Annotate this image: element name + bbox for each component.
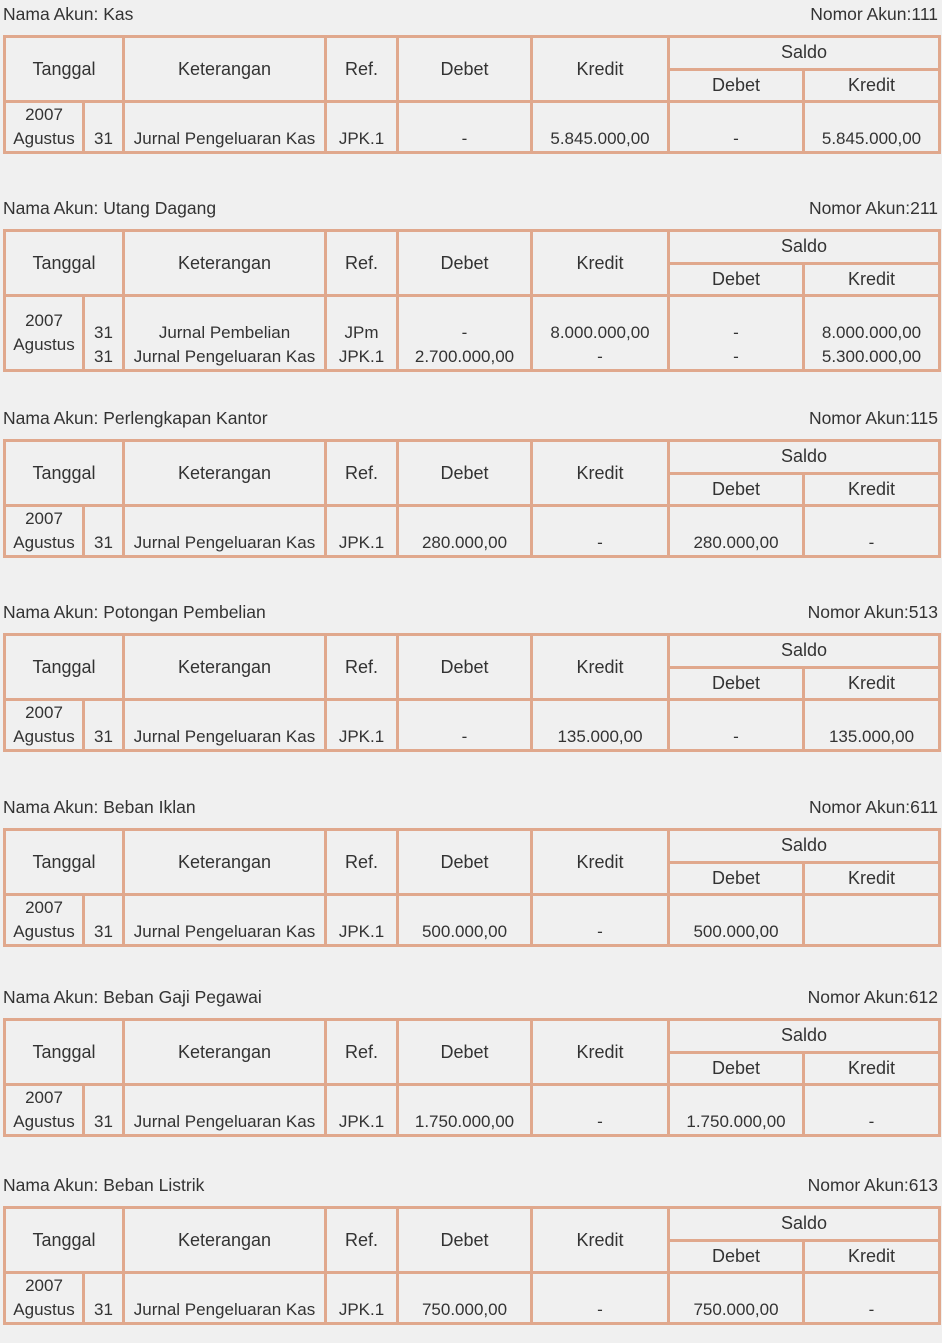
header-saldo-kredit: Kredit	[804, 862, 940, 895]
day-column	[84, 506, 124, 557]
saldo-kredit-column	[804, 895, 940, 946]
account-name: Nama Akun: Beban Gaji Pegawai	[3, 987, 262, 1007]
debet-column	[398, 895, 532, 946]
cell-saldo-debet: -	[733, 727, 739, 746]
header-debet: Debet	[398, 635, 532, 700]
cell-debet: 280.000,00	[421, 533, 508, 552]
cell-saldo-kredit: 135.000,00	[828, 727, 915, 746]
kredit-column	[532, 102, 669, 153]
cell-saldo-kredit: -	[868, 533, 875, 552]
keterangan-column	[124, 700, 326, 751]
ledger-table	[3, 35, 941, 154]
cell-kredit: 135.000,00	[557, 727, 643, 746]
header-debet: Debet	[398, 37, 532, 102]
cell-debet: 1.750.000,00	[414, 1112, 515, 1131]
account-number: Nomor Akun:613	[807, 1175, 938, 1195]
header-saldo-debet: Debet	[669, 263, 804, 296]
header-saldo-debet: Debet	[669, 473, 804, 506]
cell-debet: -	[461, 727, 468, 746]
day-column	[84, 895, 124, 946]
keterangan-column	[124, 895, 326, 946]
header-debet: Debet	[398, 441, 532, 506]
header-kredit: Kredit	[532, 1020, 669, 1085]
account-header	[3, 598, 938, 626]
date-year-month	[5, 296, 84, 371]
date-year-month	[5, 1273, 84, 1324]
cell-kredit: -	[597, 1112, 603, 1131]
cell-keterangan: Jurnal Pengeluaran Kas	[133, 347, 316, 366]
header-kredit: Kredit	[532, 231, 669, 296]
header-saldo: Saldo	[669, 231, 940, 264]
account-name: Nama Akun: Perlengkapan Kantor	[3, 408, 268, 428]
header-debet: Debet	[398, 1208, 532, 1273]
day-column	[84, 1085, 124, 1136]
account-number: Nomor Akun:611	[808, 797, 938, 817]
date-year-month	[5, 700, 84, 751]
header-saldo-debet: Debet	[669, 667, 804, 700]
cell-saldo-kredit: -	[868, 1300, 875, 1319]
header-saldo: Saldo	[669, 1020, 940, 1053]
account-name: Nama Akun: Utang Dagang	[3, 198, 217, 218]
cell-ref: JPK.1	[338, 129, 385, 148]
day-column	[84, 700, 124, 751]
account-number: Nomor Akun:115	[808, 408, 938, 428]
debet-column	[398, 506, 532, 557]
saldo-debet-column	[669, 102, 804, 153]
saldo-kredit-column	[804, 102, 940, 153]
header-saldo-debet: Debet	[669, 1052, 804, 1085]
date-year-month	[5, 506, 84, 557]
debet-column	[398, 102, 532, 153]
header-kredit: Kredit	[532, 830, 669, 895]
cell-saldo-debet: -	[733, 323, 739, 342]
account-header	[3, 404, 938, 432]
year: 2007	[25, 311, 63, 330]
cell-saldo-debet: -	[733, 129, 739, 148]
kredit-column	[532, 700, 669, 751]
ledger-table	[3, 229, 941, 372]
account-header	[3, 1171, 938, 1199]
header-keterangan: Keterangan	[124, 830, 326, 895]
ref-column	[326, 700, 398, 751]
cell-day: 31	[94, 922, 113, 941]
cell-keterangan: Jurnal Pengeluaran Kas	[133, 922, 316, 941]
cell-day: 31	[94, 1300, 113, 1319]
header-saldo: Saldo	[669, 830, 940, 863]
table-row	[5, 506, 940, 557]
debet-column	[398, 1273, 532, 1324]
account-header	[3, 0, 938, 28]
header-tanggal: Tanggal	[5, 441, 124, 506]
ref-column	[326, 506, 398, 557]
account-name: Nama Akun: Kas	[3, 4, 134, 24]
cell-kredit: -	[597, 347, 603, 366]
cell-saldo-kredit	[805, 920, 938, 944]
kredit-column	[532, 296, 669, 371]
table-row	[5, 700, 940, 751]
header-debet: Debet	[398, 830, 532, 895]
debet-column	[398, 1085, 532, 1136]
keterangan-column	[124, 1085, 326, 1136]
header-saldo-kredit: Kredit	[804, 473, 940, 506]
header-saldo: Saldo	[669, 441, 940, 474]
cell-kredit: 5.845.000,00	[550, 129, 650, 148]
account-number: Nomor Akun:612	[807, 987, 938, 1007]
cell-saldo-kredit: 8.000.000,00	[821, 323, 922, 342]
header-saldo-kredit: Kredit	[804, 69, 940, 102]
month: Agustus	[13, 727, 75, 746]
cell-day: 31	[94, 727, 113, 746]
saldo-debet-column	[669, 296, 804, 371]
keterangan-column	[124, 506, 326, 557]
month: Agustus	[13, 129, 75, 148]
header-tanggal: Tanggal	[5, 1020, 124, 1085]
header-keterangan: Keterangan	[124, 1208, 326, 1273]
month: Agustus	[13, 533, 75, 552]
header-kredit: Kredit	[532, 1208, 669, 1273]
header-ref: Ref.	[326, 231, 398, 296]
month: Agustus	[13, 922, 75, 941]
debet-column	[398, 296, 532, 371]
header-tanggal: Tanggal	[5, 1208, 124, 1273]
table-row	[5, 102, 940, 153]
header-ref: Ref.	[326, 830, 398, 895]
year: 2007	[25, 703, 63, 722]
header-saldo-debet: Debet	[669, 1240, 804, 1273]
header-kredit: Kredit	[532, 635, 669, 700]
cell-kredit: -	[597, 1300, 603, 1319]
header-keterangan: Keterangan	[124, 441, 326, 506]
cell-debet: -	[461, 129, 468, 148]
header-ref: Ref.	[326, 441, 398, 506]
cell-keterangan: Jurnal Pengeluaran Kas	[133, 1300, 316, 1319]
header-saldo: Saldo	[669, 635, 940, 668]
header-debet: Debet	[398, 1020, 532, 1085]
header-tanggal: Tanggal	[5, 231, 124, 296]
ledger-table	[3, 633, 941, 752]
date-year-month	[5, 102, 84, 153]
account-number: Nomor Akun:211	[808, 198, 938, 218]
day-column	[84, 296, 124, 371]
cell-debet: 2.700.000,00	[414, 347, 515, 366]
cell-keterangan: Jurnal Pengeluaran Kas	[133, 727, 316, 746]
header-kredit: Kredit	[532, 37, 669, 102]
keterangan-column	[124, 296, 326, 371]
year: 2007	[25, 1276, 63, 1295]
table-row	[5, 1085, 940, 1136]
saldo-debet-column	[669, 506, 804, 557]
header-saldo: Saldo	[669, 1208, 940, 1241]
saldo-kredit-column	[804, 296, 940, 371]
account-number: Nomor Akun:513	[807, 602, 938, 622]
ref-column	[326, 895, 398, 946]
account-header	[3, 793, 938, 821]
year: 2007	[25, 1088, 63, 1107]
cell-debet: 750.000,00	[421, 1300, 508, 1319]
cell-saldo-debet: 280.000,00	[693, 533, 779, 552]
account-name: Nama Akun: Beban Listrik	[3, 1175, 205, 1195]
year: 2007	[25, 105, 63, 124]
year: 2007	[25, 509, 63, 528]
saldo-kredit-column	[804, 1273, 940, 1324]
header-ref: Ref.	[326, 1208, 398, 1273]
header-keterangan: Keterangan	[124, 1020, 326, 1085]
kredit-column	[532, 1273, 669, 1324]
header-ref: Ref.	[326, 37, 398, 102]
cell-saldo-debet: 750.000,00	[693, 1300, 779, 1319]
cell-ref: JPK.1	[338, 1112, 385, 1131]
ledger-table	[3, 1018, 941, 1137]
cell-ref: JPK.1	[338, 727, 385, 746]
cell-keterangan: Jurnal Pengeluaran Kas	[133, 533, 316, 552]
table-row	[5, 895, 940, 946]
day-column	[84, 1273, 124, 1324]
cell-kredit: -	[597, 922, 603, 941]
date-year-month	[5, 1085, 84, 1136]
saldo-kredit-column	[804, 506, 940, 557]
header-keterangan: Keterangan	[124, 37, 326, 102]
header-saldo-kredit: Kredit	[804, 1240, 940, 1273]
keterangan-column	[124, 1273, 326, 1324]
header-saldo: Saldo	[669, 37, 940, 70]
cell-ref: JPK.1	[338, 347, 385, 366]
table-row	[5, 1273, 940, 1324]
account-header	[3, 194, 938, 222]
cell-day: 31	[94, 129, 113, 148]
ref-column	[326, 1273, 398, 1324]
header-saldo-kredit: Kredit	[804, 263, 940, 296]
cell-saldo-debet: 1.750.000,00	[686, 1112, 786, 1131]
cell-ref: JPK.1	[338, 1300, 385, 1319]
saldo-debet-column	[669, 700, 804, 751]
cell-keterangan: Jurnal Pengeluaran Kas	[133, 129, 316, 148]
header-saldo-debet: Debet	[669, 69, 804, 102]
date-year-month	[5, 895, 84, 946]
saldo-debet-column	[669, 895, 804, 946]
cell-ref: JPm	[344, 323, 379, 342]
kredit-column	[532, 895, 669, 946]
cell-day: 31	[94, 323, 113, 342]
cell-debet: -	[461, 323, 468, 342]
cell-saldo-kredit: -	[868, 1112, 875, 1131]
cell-saldo-kredit: 5.300.000,00	[821, 347, 922, 366]
saldo-debet-column	[669, 1085, 804, 1136]
year: 2007	[25, 898, 63, 917]
ledger-table	[3, 439, 941, 558]
header-debet: Debet	[398, 231, 532, 296]
day-column	[84, 102, 124, 153]
cell-kredit: 8.000.000,00	[550, 323, 650, 342]
cell-day: 31	[94, 347, 113, 366]
header-saldo-kredit: Kredit	[804, 667, 940, 700]
month: Agustus	[13, 1112, 75, 1131]
cell-day: 31	[94, 1112, 113, 1131]
header-saldo-debet: Debet	[669, 862, 804, 895]
saldo-kredit-column	[804, 1085, 940, 1136]
month: Agustus	[13, 335, 75, 354]
cell-saldo-debet: -	[733, 347, 739, 366]
header-tanggal: Tanggal	[5, 830, 124, 895]
header-ref: Ref.	[326, 1020, 398, 1085]
kredit-column	[532, 1085, 669, 1136]
cell-saldo-debet: 500.000,00	[693, 922, 779, 941]
account-name: Nama Akun: Potongan Pembelian	[3, 602, 266, 622]
ref-column	[326, 296, 398, 371]
cell-keterangan: Jurnal Pembelian	[158, 323, 291, 342]
keterangan-column	[124, 102, 326, 153]
account-header	[3, 983, 938, 1011]
account-name: Nama Akun: Beban Iklan	[3, 797, 196, 817]
ref-column	[326, 102, 398, 153]
saldo-debet-column	[669, 1273, 804, 1324]
header-keterangan: Keterangan	[124, 231, 326, 296]
cell-saldo-kredit: 5.845.000,00	[821, 129, 922, 148]
header-tanggal: Tanggal	[5, 635, 124, 700]
header-kredit: Kredit	[532, 441, 669, 506]
header-tanggal: Tanggal	[5, 37, 124, 102]
month: Agustus	[13, 1300, 75, 1319]
ledger-table	[3, 1206, 941, 1325]
ledger-table	[3, 828, 941, 947]
cell-keterangan: Jurnal Pengeluaran Kas	[133, 1112, 316, 1131]
header-saldo-kredit: Kredit	[804, 1052, 940, 1085]
table-row	[5, 296, 940, 371]
header-ref: Ref.	[326, 635, 398, 700]
kredit-column	[532, 506, 669, 557]
cell-day: 31	[94, 533, 113, 552]
ref-column	[326, 1085, 398, 1136]
cell-kredit: -	[597, 533, 603, 552]
cell-debet: 500.000,00	[421, 922, 508, 941]
account-number: Nomor Akun:111	[810, 4, 938, 24]
header-keterangan: Keterangan	[124, 635, 326, 700]
saldo-kredit-column	[804, 700, 940, 751]
debet-column	[398, 700, 532, 751]
cell-ref: JPK.1	[338, 533, 385, 552]
cell-ref: JPK.1	[338, 922, 385, 941]
